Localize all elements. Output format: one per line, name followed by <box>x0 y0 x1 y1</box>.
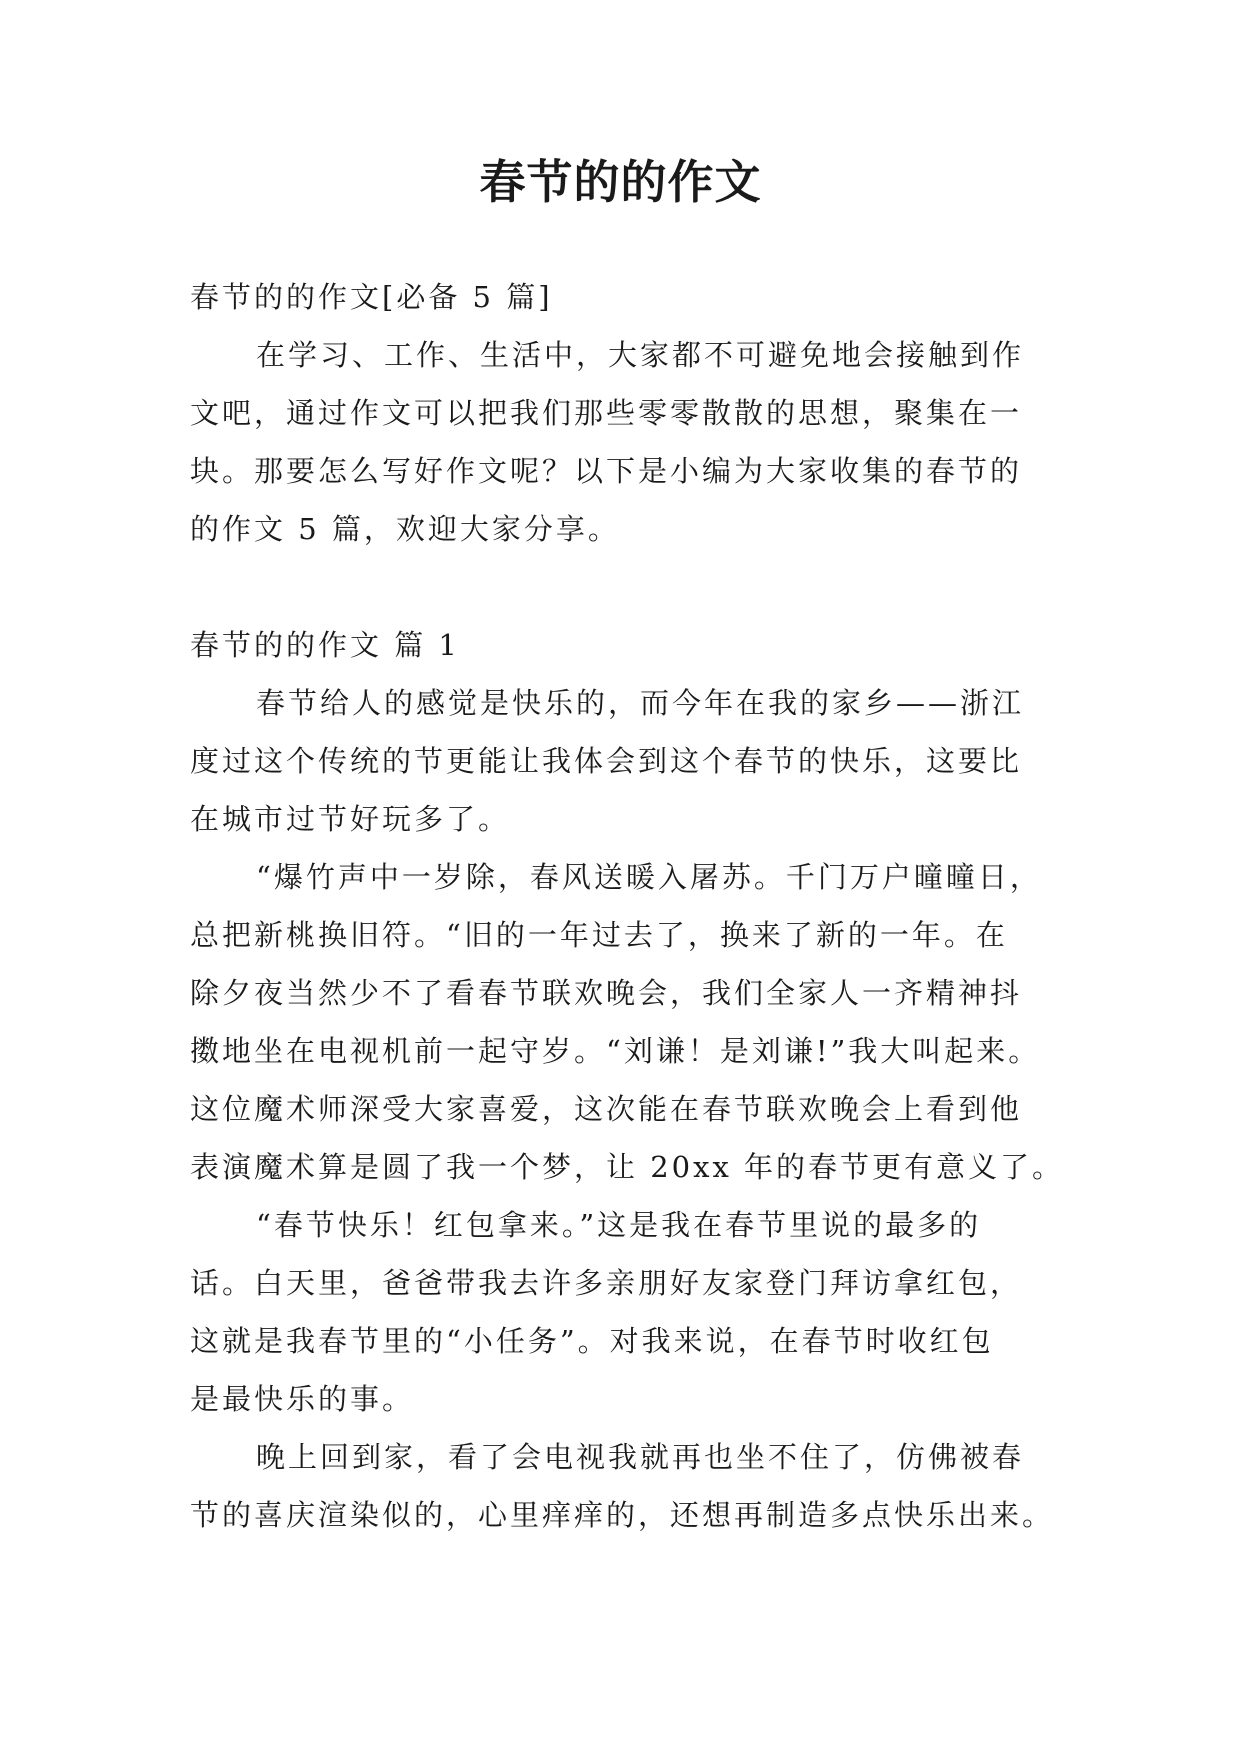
document-body <box>190 268 1065 1544</box>
text-line: 晚上回到家，看了会电视我就再也坐不住了，仿佛被春 <box>256 1440 1025 1474</box>
text-line: “春节快乐！红包拿来。”这是我在春节里说的最多的 <box>256 1208 982 1242</box>
text-line: 春节给人的感觉是快乐的，而今年在我的家乡——浙江 <box>256 686 1025 720</box>
text-line: 的作文 5 篇，欢迎大家分享。 <box>190 512 620 546</box>
document-title: 春节的的作文 <box>479 155 762 209</box>
text-line: 这就是我春节里的“小任务”。对我来说，在春节时收红包 <box>190 1324 994 1358</box>
text-line: 春节的的作文 篇 1 <box>190 628 460 662</box>
text-line: 擞地坐在电视机前一起守岁。“刘谦！是刘谦!”我大叫起来。 <box>190 1034 1041 1068</box>
text-line: 节的喜庆渲染似的，心里痒痒的，还想再制造多点快乐出来。 <box>190 1498 1055 1532</box>
text-line: 表演魔术算是圆了我一个梦，让 20xx 年的春节更有意义了。 <box>190 1150 1065 1184</box>
text-line: 这位魔术师深受大家喜爱，这次能在春节联欢晚会上看到他 <box>190 1092 1023 1126</box>
text-line: “爆竹声中一岁除，春风送暖入屠苏。千门万户曈曈日， <box>256 860 1042 894</box>
text-line: 在城市过节好玩多了。 <box>190 802 511 836</box>
text-line: 在学习、工作、生活中，大家都不可避免地会接触到作 <box>256 338 1025 372</box>
text-line: 是最快乐的事。 <box>190 1382 415 1416</box>
text-line: 块。那要怎么写好作文呢？以下是小编为大家收集的春节的 <box>190 454 1023 488</box>
text-line: 度过这个传统的节更能让我体会到这个春节的快乐，这要比 <box>190 744 1023 778</box>
text-line: 除夕夜当然少不了看春节联欢晚会，我们全家人一齐精神抖 <box>190 976 1023 1010</box>
paragraph-gap <box>190 558 1052 616</box>
text-line: 文吧，通过作文可以把我们那些零零散散的思想，聚集在一 <box>190 396 1023 430</box>
text-line: 总把新桃换旧符。“旧的一年过去了，换来了新的一年。在 <box>190 918 1008 952</box>
text-line: 春节的的作文[必备 5 篇] <box>190 280 553 314</box>
text-line: 话。白天里，爸爸带我去许多亲朋好友家登门拜访拿红包， <box>190 1266 1023 1300</box>
